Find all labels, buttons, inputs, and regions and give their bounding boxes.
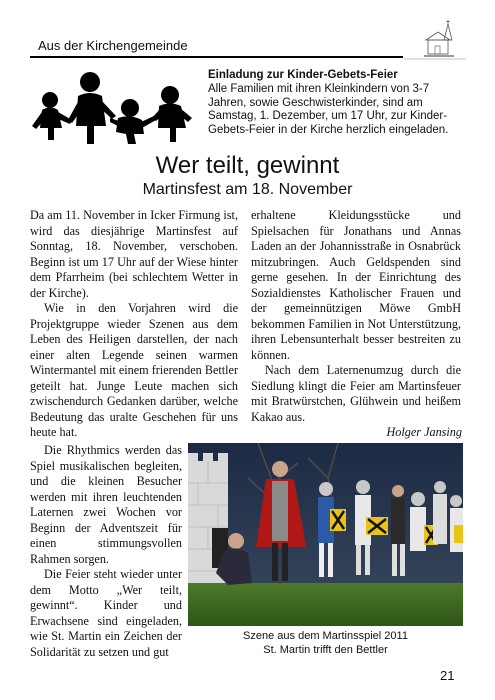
article-paragraph: Da am 11. November in Icker Firmung ist, wird das diesjährige Martinsfest auf Sonntag, 18. November, verschoben. Beginn ist um 17 Uhr auf der Wiese hinter dem Pfarrheim (bei schlechtem Wetter in der Kirche). <box>30 208 238 300</box>
invitation-title: Einladung zur Kinder-Gebets-Feier <box>208 69 398 81</box>
header-rule <box>30 56 403 58</box>
article-paragraph: erhaltene Kleidungsstücke und Spielsachen für Jonathans und Annas Laden an der Johannisstraße in Osnabrück mitzubringen. Auch Geldspenden sind gerne gesehen. In der Einrichtung des Sozialdienstes Katholischer Frauen und der gemeinnützigen Möwe GmbH bekommen Familien in Not Unterstützung, ihren Lebensunterhalt besser bestreiten zu können. <box>251 208 461 362</box>
photo-caption-line2: St. Martin trifft den Bettler <box>263 644 388 656</box>
article-column-left <box>30 208 238 441</box>
page-number: 21 <box>440 668 455 683</box>
article-paragraph: Nach dem Laternenumzug durch die Siedlung klingt die Feier am Martinsfeuer mit Bratwürstchen, Glühwein und heißem Kakao aus. <box>251 363 461 424</box>
article-column-right <box>251 208 461 425</box>
article-paragraph: Die Feier steht wieder unter dem Motto „Wer teilt, gewinnt“. Kinder und Erwachsene sind eingeladen, wie St. Martin ein Zeichen der Solidarität zu setzen und gut <box>30 567 182 659</box>
photo-caption <box>188 629 463 657</box>
article-headline: Wer teilt, gewinnt <box>155 152 340 179</box>
article-paragraph: Die Rhythmics werden das Spiel musikalischen begleiten, und die kleinen Besucher werden mit ihren leuchtenden Laternen zwei Wochen vor Beginn der Adventszeit für einen stimmungsvollen Rahmen sorgen. <box>30 443 182 566</box>
article-subheadline: Martinsfest am 18. November <box>142 181 353 198</box>
church-logo-icon <box>404 18 466 62</box>
photo-caption-line1: Szene aus dem Martinsspiel 2011 <box>243 630 408 642</box>
article-paragraph: Wie in den Vorjahren wird die Projektgruppe wieder Szenen aus dem Leben des Heiligen darstellen, der nach einer alten Legende seinen warmen Wintermantel mit einem frierenden Bettler geteilt hat. Junge Leute machen sich zwischendurch Gedanken darüber, welche Bedeutung das uralte Geschehen für uns heute hat. <box>30 301 238 439</box>
article-column-left-narrow <box>30 443 182 660</box>
martinsspiel-photo <box>188 443 463 626</box>
children-silhouettes-icon <box>30 68 198 146</box>
invitation-body: Alle Familien mit ihren Kleinkindern von 3-7 Jahren, sowie Geschwisterkinder, sind am Samstag, 1. Dezember, um 17 Uhr, zur Kinder-Gebets-Feier in der Kirche herzlich eingeladen. <box>208 83 449 136</box>
section-title: Aus der Kirchengemeinde <box>38 38 188 53</box>
article-author: Holger Jansing <box>386 425 462 439</box>
